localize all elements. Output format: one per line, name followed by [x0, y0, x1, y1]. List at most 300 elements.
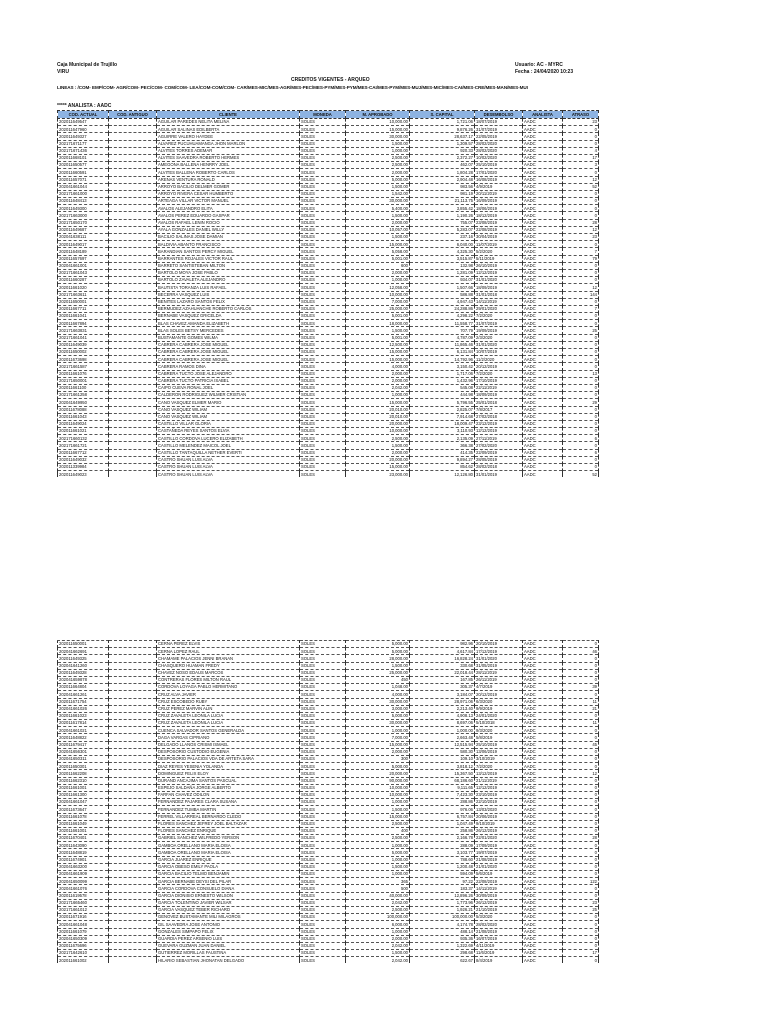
cell-cod-actual: 202171671177	[58, 140, 109, 147]
cell-analista: AADC	[523, 791, 563, 798]
cell-analista: AADC	[523, 863, 563, 870]
cell-cod-actual: 202011617814	[58, 720, 109, 727]
cell-s-capital: 1,717.06	[410, 370, 475, 377]
cell-cod-antiguo	[109, 464, 157, 471]
cell-atraso: 0	[563, 313, 599, 320]
cell-cliente: CAIPO CUEVA RONAL JOEL	[157, 384, 300, 391]
cell-desembolso: 22/08/2019	[475, 226, 523, 233]
cell-atraso: 0	[563, 126, 599, 133]
cell-atraso: 0	[563, 935, 599, 942]
cell-analista: AADC	[523, 763, 563, 770]
cell-desembolso: 29/01/2020	[475, 305, 523, 312]
cell-cod-antiguo	[109, 133, 157, 140]
cell-s-capital: 1,309.57	[410, 140, 475, 147]
cell-cod-actual: 202011675696	[58, 942, 109, 949]
cell-cod-actual: 202011661041	[58, 313, 109, 320]
cell-analista: AADC	[523, 914, 563, 921]
cell-moneda: SOLES	[300, 676, 346, 683]
cell-s-capital: 9,894.27	[410, 456, 475, 463]
cell-m-aprobado: 15,000.00	[346, 399, 410, 406]
cell-m-aprobado: 20,000.00	[346, 420, 410, 427]
cell-atraso: 28	[563, 835, 599, 842]
cell-cod-actual: 202041638111	[58, 234, 109, 241]
cell-atraso: 0	[563, 799, 599, 806]
cell-m-aprobado: 5,058.00	[346, 248, 410, 255]
cell-desembolso: 18/06/2019	[475, 205, 523, 212]
cell-cliente: BALDIVIA ABANTO FRANCISCO	[157, 241, 300, 248]
table-row	[58, 406, 599, 413]
cell-moneda: SOLES	[300, 284, 346, 291]
cell-analista: AADC	[523, 820, 563, 827]
cell-atraso: 52	[563, 183, 599, 190]
table-row	[58, 878, 599, 885]
cell-s-capital: 305.37	[410, 684, 475, 691]
cell-moneda: SOLES	[300, 140, 346, 147]
table-row	[58, 313, 599, 320]
cell-moneda: SOLES	[300, 935, 346, 942]
cell-cliente: GARCIA BERNABE DEYSI DEL PILAR	[157, 878, 300, 885]
cell-cod-actual: 202011667712	[58, 449, 109, 456]
cell-analista: AADC	[523, 147, 563, 154]
cell-desembolso: 25/10/2019	[475, 741, 523, 748]
cell-analista: AADC	[523, 349, 563, 356]
cell-desembolso: 31/01/2019	[475, 471, 523, 478]
cell-cod-antiguo	[109, 370, 157, 377]
cell-desembolso: 16/07/2019	[475, 935, 523, 942]
cell-m-aprobado: 1,000.00	[346, 727, 410, 734]
cell-cliente: CASTRO SHUAN LUIS ALVA	[157, 456, 300, 463]
cell-s-capital: 100,000.00	[410, 914, 475, 921]
cell-s-capital: 15,367.50	[410, 770, 475, 777]
cell-analista: AADC	[523, 428, 563, 435]
cell-s-capital: 12,896.26	[410, 892, 475, 899]
cell-cod-actual: 202011650002	[58, 349, 109, 356]
cell-desembolso: 22/01/2020	[475, 835, 523, 842]
cell-cod-antiguo	[109, 827, 157, 834]
cell-cliente: BARRETO SANTISTEBAN MILTON	[157, 262, 300, 269]
cell-moneda: SOLES	[300, 327, 346, 334]
cell-moneda: SOLES	[300, 162, 346, 169]
cell-moneda: SOLES	[300, 878, 346, 885]
cell-cod-antiguo	[109, 298, 157, 305]
cell-desembolso: 31/01/2020	[475, 341, 523, 348]
cell-cliente: CRUZ ZAVALETA LEONILA LUCIA	[157, 720, 300, 727]
cell-analista: AADC	[523, 662, 563, 669]
cell-s-capital: 109.10	[410, 756, 475, 763]
cell-cod-antiguo	[109, 676, 157, 683]
cell-cliente: AVALOS RAFAEL LENIN ROCIO	[157, 219, 300, 226]
cell-s-capital: 414.35	[410, 449, 475, 456]
cell-moneda: SOLES	[300, 241, 346, 248]
cell-cod-actual: 202011668101	[58, 154, 109, 161]
cell-desembolso: 25/10/2019	[475, 162, 523, 169]
cell-cod-antiguo	[109, 734, 157, 741]
cell-cliente: CALDERON RODRIGUEZ WILMER CRISTIAN	[157, 392, 300, 399]
cell-moneda: SOLES	[300, 806, 346, 813]
cell-cod-actual: 202041656301	[58, 748, 109, 755]
cell-cod-actual: 202011661076	[58, 370, 109, 377]
table-row	[58, 892, 599, 899]
cell-m-aprobado: 1,000.00	[346, 842, 410, 849]
cell-analista: AADC	[523, 262, 563, 269]
cell-s-capital: 3,855.42	[410, 205, 475, 212]
report-title: CREDITOS VIGENTES - ARQUEO	[291, 77, 370, 83]
cell-cod-antiguo	[109, 705, 157, 712]
cell-analista: AADC	[523, 727, 563, 734]
cell-cod-actual: 202011662208	[58, 770, 109, 777]
cell-m-aprobado: 15,000.00	[346, 126, 410, 133]
table-row	[58, 291, 599, 298]
cell-m-aprobado: 28,000.00	[346, 655, 410, 662]
cell-cod-actual: 202011648189	[58, 248, 109, 255]
cell-s-capital: 3,818.12	[410, 763, 475, 770]
cell-moneda: SOLES	[300, 691, 346, 698]
cell-s-capital: 4,947.43	[410, 298, 475, 305]
cell-moneda: SOLES	[300, 456, 346, 463]
cell-desembolso: 12/12/2019	[475, 269, 523, 276]
cell-atraso: 0	[563, 957, 599, 964]
cell-desembolso: 5/2/2020	[475, 248, 523, 255]
cell-analista: AADC	[523, 827, 563, 834]
column-header-cod-actual: COD. ACTUAL	[58, 111, 109, 119]
cell-desembolso: 28/11/2019	[475, 669, 523, 676]
cell-atraso: 0	[563, 277, 599, 284]
cell-atraso: 0	[563, 298, 599, 305]
cell-cod-antiguo	[109, 906, 157, 913]
cell-m-aprobado: 1,000.00	[346, 871, 410, 878]
cell-s-capital: 167.85	[410, 676, 475, 683]
cell-s-capital: 4,174.78	[410, 921, 475, 928]
cell-analista: AADC	[523, 799, 563, 806]
cell-moneda: SOLES	[300, 906, 346, 913]
cell-cod-antiguo	[109, 863, 157, 870]
cell-cod-actual: 202011649325	[58, 655, 109, 662]
cell-desembolso: 31/07/2019	[475, 126, 523, 133]
cell-m-aprobado: 20,010.00	[346, 413, 410, 420]
cell-m-aprobado: 1,000.00	[346, 856, 410, 863]
cell-cod-antiguo	[109, 885, 157, 892]
cell-cod-actual: 202041650099	[58, 878, 109, 885]
cell-moneda: SOLES	[300, 770, 346, 777]
cell-cliente: AGUILAR SALINAS EDILBERTA	[157, 126, 300, 133]
cell-atraso: 17	[563, 154, 599, 161]
cell-s-capital: 3,184.07	[410, 691, 475, 698]
table-row	[58, 863, 599, 870]
cell-analista: AADC	[523, 212, 563, 219]
cell-cliente: AYALA GONZALES DANIEL WILLY	[157, 226, 300, 233]
table-row	[58, 957, 599, 964]
cell-moneda: SOLES	[300, 226, 346, 233]
cell-s-capital: 788.60	[410, 856, 475, 863]
cell-m-aprobado: 1,542.00	[346, 190, 410, 197]
cell-moneda: SOLES	[300, 748, 346, 755]
cell-analista: AADC	[523, 413, 563, 420]
cell-desembolso: 20/11/2019	[475, 190, 523, 197]
cell-desembolso: 12/12/2019	[475, 428, 523, 435]
cell-moneda: SOLES	[300, 648, 346, 655]
cell-s-capital: 28,637.17	[410, 133, 475, 140]
cell-cliente: CABRERA TUCTO PATRICIA ISABEL	[157, 377, 300, 384]
table-row	[58, 456, 599, 463]
cell-desembolso: 22/09/2019	[475, 449, 523, 456]
cell-cliente: GARCIA DIONISIO ERNESTO WILSON	[157, 892, 300, 899]
cell-atraso: 0	[563, 727, 599, 734]
cell-cod-antiguo	[109, 205, 157, 212]
table-row	[58, 255, 599, 262]
table-row	[58, 190, 599, 197]
table-row	[58, 428, 599, 435]
cell-cod-actual: 202041659878	[58, 676, 109, 683]
cell-desembolso: 31/05/2019	[475, 662, 523, 669]
table-row	[58, 269, 599, 276]
cell-desembolso: 30/04/2019	[475, 234, 523, 241]
cell-desembolso: 9/10/2019	[475, 820, 523, 827]
cell-m-aprobado: 15,000.00	[346, 349, 410, 356]
table-row	[58, 856, 599, 863]
cell-moneda: SOLES	[300, 399, 346, 406]
cell-s-capital: 2,135.09	[410, 435, 475, 442]
cell-desembolso: 7/2/2020	[475, 763, 523, 770]
cell-cliente: GONZALES SIMPAPO FELIX	[157, 928, 300, 935]
cell-cod-actual: 202011661078	[58, 813, 109, 820]
cell-cod-actual: 202011671916	[58, 914, 109, 921]
cell-analista: AADC	[523, 957, 563, 964]
cell-cod-antiguo	[109, 712, 157, 719]
cell-m-aprobado: 1,500.00	[346, 183, 410, 190]
cell-desembolso: 28/05/2019	[475, 456, 523, 463]
cell-moneda: SOLES	[300, 669, 346, 676]
table-row	[58, 126, 599, 133]
cell-cliente: DESPOSORIO PALACIOS VDA DE ARTETA SARA	[157, 756, 300, 763]
cell-cliente: GARCIA OBESO EMILY PAOLA	[157, 863, 300, 870]
cell-cod-actual: 202041661909	[58, 871, 109, 878]
table-row	[58, 727, 599, 734]
cell-m-aprobado: 100,000.00	[346, 914, 410, 921]
cell-desembolso: 22/10/2019	[475, 799, 523, 806]
cell-moneda: SOLES	[300, 154, 346, 161]
cell-m-aprobado: 2,042.00	[346, 957, 410, 964]
cell-moneda: SOLES	[300, 392, 346, 399]
cell-cod-actual: 202171661258	[58, 392, 109, 399]
cell-moneda: SOLES	[300, 727, 346, 734]
cell-m-aprobado: 1,500.00	[346, 662, 410, 669]
cell-cod-antiguo	[109, 169, 157, 176]
cell-atraso: 25	[563, 906, 599, 913]
cell-cod-actual: 202011679417	[58, 741, 109, 748]
cell-cliente: BENITES LAZARO SANTOS FELIX	[157, 298, 300, 305]
cell-s-capital: 11,558.77	[410, 320, 475, 327]
cell-cliente: BARTOLO ZAVALETA ALEJANDRO	[157, 277, 300, 284]
cell-m-aprobado: 10,057.00	[346, 226, 410, 233]
cell-analista: AADC	[523, 928, 563, 935]
cell-desembolso: 22/05/2019	[475, 133, 523, 140]
cell-desembolso: 11/2/2020	[475, 356, 523, 363]
cell-cod-antiguo	[109, 291, 157, 298]
cell-cliente: ARROYO BACILIO DELMER GOMER	[157, 183, 300, 190]
cell-analista: AADC	[523, 234, 563, 241]
cell-atraso: 0	[563, 863, 599, 870]
cell-analista: AADC	[523, 684, 563, 691]
cell-analista: AADC	[523, 899, 563, 906]
cell-desembolso: 18/09/2019	[475, 284, 523, 291]
cell-m-aprobado: 2,500.00	[346, 835, 410, 842]
cell-atraso: 12	[563, 284, 599, 291]
cell-cod-antiguo	[109, 320, 157, 327]
table-row	[58, 471, 599, 478]
cell-m-aprobado: 1,048.00	[346, 684, 410, 691]
table-row	[58, 835, 599, 842]
cell-atraso: 21	[563, 705, 599, 712]
cell-cod-antiguo	[109, 219, 157, 226]
table-row	[58, 899, 599, 906]
cell-cod-antiguo	[109, 162, 157, 169]
cell-cliente: ARENAS VENTURA RONALD	[157, 176, 300, 183]
cell-moneda: SOLES	[300, 899, 346, 906]
cell-cod-antiguo	[109, 835, 157, 842]
cell-m-aprobado: 1,500.00	[346, 140, 410, 147]
cell-desembolso: 27/02/2020	[475, 442, 523, 449]
cell-cliente: AVALOS ALEJANDRO ELITA	[157, 205, 300, 212]
cell-s-capital: 982.96	[410, 641, 475, 648]
cell-m-aprobado: 2,000.00	[346, 748, 410, 755]
cell-analista: AADC	[523, 356, 563, 363]
cell-cod-actual: 202011643090	[58, 842, 109, 849]
cell-cod-antiguo	[109, 820, 157, 827]
cell-desembolso: 18/12/2019	[475, 212, 523, 219]
cell-s-capital: 1,000.00	[410, 727, 475, 734]
cell-s-capital: 594.09	[410, 871, 475, 878]
cell-cliente: CRUZ ESCOBEDO RUBY	[157, 698, 300, 705]
table-row	[58, 950, 599, 957]
cell-cod-antiguo	[109, 799, 157, 806]
table-row	[58, 176, 599, 183]
cell-atraso: 0	[563, 169, 599, 176]
cell-cliente: BLAS SOLES BETSY MERCEDES	[157, 327, 300, 334]
cell-moneda: SOLES	[300, 356, 346, 363]
cell-atraso: 122	[563, 878, 599, 885]
cell-s-capital: 28,971.06	[410, 698, 475, 705]
cell-s-capital: 4,298.22	[410, 313, 475, 320]
cell-analista: AADC	[523, 334, 563, 341]
cell-s-capital: 1,322.69	[410, 942, 475, 949]
company-name: Caja Municipal de Trujillo	[57, 62, 118, 68]
cell-s-capital: 16,828.24	[410, 655, 475, 662]
lineas-line: LINEAS : /COM- EMP/COM- AGR/COM- PEC/COM- COM/COM- LEA/COM-COM/COM- CAR/MES-MIC/MES-AGR/MES-PEC/MES-PYM/MES-PYM/MES-CAI/MES-PYM/MES-MUJ/MES-MIC/MES-CAI/MES-CRE/MES-MAN/MES-MUI	[57, 85, 528, 90]
cell-cliente: HILARIO SEBASTIAN JHONATAN DELGADO	[157, 957, 300, 964]
cell-cod-antiguo	[109, 126, 157, 133]
cell-s-capital: 2,825.07	[410, 406, 475, 413]
cell-cod-antiguo	[109, 341, 157, 348]
cell-cod-antiguo	[109, 176, 157, 183]
cell-atraso: 0	[563, 942, 599, 949]
cell-cliente: ARROYO RIVERA CESAR HUMBERTO	[157, 190, 300, 197]
column-header-cliente: CLIENTE	[157, 111, 300, 119]
cell-cod-actual: 202011660591	[58, 169, 109, 176]
cell-moneda: SOLES	[300, 183, 346, 190]
cell-cliente: BERNABE VASQUEZ GRICELDA	[157, 313, 300, 320]
cell-moneda: SOLES	[300, 205, 346, 212]
cell-moneda: SOLES	[300, 147, 346, 154]
table-row	[58, 162, 599, 169]
cell-desembolso: 7/2/2020	[475, 370, 523, 377]
cell-cod-actual: 202011649032	[58, 456, 109, 463]
cell-s-capital: 258.86	[410, 827, 475, 834]
cell-cod-actual: 202041649950	[58, 399, 109, 406]
date-label: Fecha : 24/04/2020 10:23	[515, 69, 574, 75]
cell-m-aprobado: 20,010.00	[346, 406, 410, 413]
cell-s-capital: 18,009.47	[410, 420, 475, 427]
cell-s-capital: 298.68	[410, 950, 475, 957]
cell-moneda: SOLES	[300, 269, 346, 276]
cell-desembolso: 10/07/2019	[475, 349, 523, 356]
cell-desembolso: 31/01/2020	[475, 655, 523, 662]
cell-m-aprobado: 25,000.00	[346, 669, 410, 676]
cell-s-capital: 488.14	[410, 928, 475, 935]
cell-cliente: BACILIO SALINAS JOSE DAMIAN	[157, 234, 300, 241]
cell-desembolso: 21/08/2019	[475, 928, 523, 935]
cell-m-aprobado: 2,000.00	[346, 377, 410, 384]
cell-cod-actual: 202011649327	[58, 133, 109, 140]
cell-cod-actual: 202011649017	[58, 241, 109, 248]
cell-analista: AADC	[523, 255, 563, 262]
cell-m-aprobado: 30,000.00	[346, 720, 410, 727]
cell-cod-actual: 202011661002	[58, 957, 109, 964]
cell-moneda: SOLES	[300, 349, 346, 356]
cell-analista: AADC	[523, 269, 563, 276]
cell-moneda: SOLES	[300, 820, 346, 827]
cell-cod-antiguo	[109, 662, 157, 669]
cell-cod-antiguo	[109, 928, 157, 935]
cell-cod-actual: 202011661001	[58, 784, 109, 791]
cell-cliente: CABRERA CABRERA JOSE MIGUEL	[157, 349, 300, 356]
cell-cod-antiguo	[109, 691, 157, 698]
cell-s-capital: 4,325.30	[410, 248, 475, 255]
cell-s-capital: 288.09	[410, 842, 475, 849]
cell-s-capital: 981.19	[410, 190, 475, 197]
cell-desembolso: 26/12/2019	[475, 899, 523, 906]
cell-cod-actual: 202011661020	[58, 284, 109, 291]
cell-cod-antiguo	[109, 791, 157, 798]
cell-cliente: GENOVEZ BUSTAMANTE MILI MILAGROS	[157, 914, 300, 921]
cell-moneda: SOLES	[300, 176, 346, 183]
table-header-row	[58, 111, 599, 119]
cell-analista: AADC	[523, 648, 563, 655]
cell-cod-actual: 202011650301	[58, 763, 109, 770]
cell-moneda: SOLES	[300, 363, 346, 370]
cell-cod-actual: 202011661049	[58, 820, 109, 827]
cell-atraso: 0	[563, 406, 599, 413]
cell-cod-actual: 202041661021	[58, 727, 109, 734]
cell-m-aprobado: 30,000.00	[346, 133, 410, 140]
cell-m-aprobado: 10,000.00	[346, 791, 410, 798]
table-row	[58, 748, 599, 755]
cell-analista: AADC	[523, 241, 563, 248]
cell-desembolso: 26/11/2019	[475, 676, 523, 683]
cell-atraso: 12	[563, 176, 599, 183]
cell-atraso: 0	[563, 691, 599, 698]
cell-s-capital: 21,113.75	[410, 198, 475, 205]
cell-m-aprobado: 5,000.00	[346, 712, 410, 719]
cell-atraso: 0	[563, 641, 599, 648]
cell-cod-antiguo	[109, 878, 157, 885]
cell-cod-actual: 202011662310	[58, 777, 109, 784]
cell-s-capital: 4,617.84	[410, 648, 475, 655]
cell-desembolso: 31/07/2019	[475, 320, 523, 327]
cell-analista: AADC	[523, 770, 563, 777]
cell-cod-actual: 202041650311	[58, 756, 109, 763]
cell-m-aprobado: 7,000.00	[346, 298, 410, 305]
cell-cliente: CRUZ ALVA JAVIER	[157, 691, 300, 698]
